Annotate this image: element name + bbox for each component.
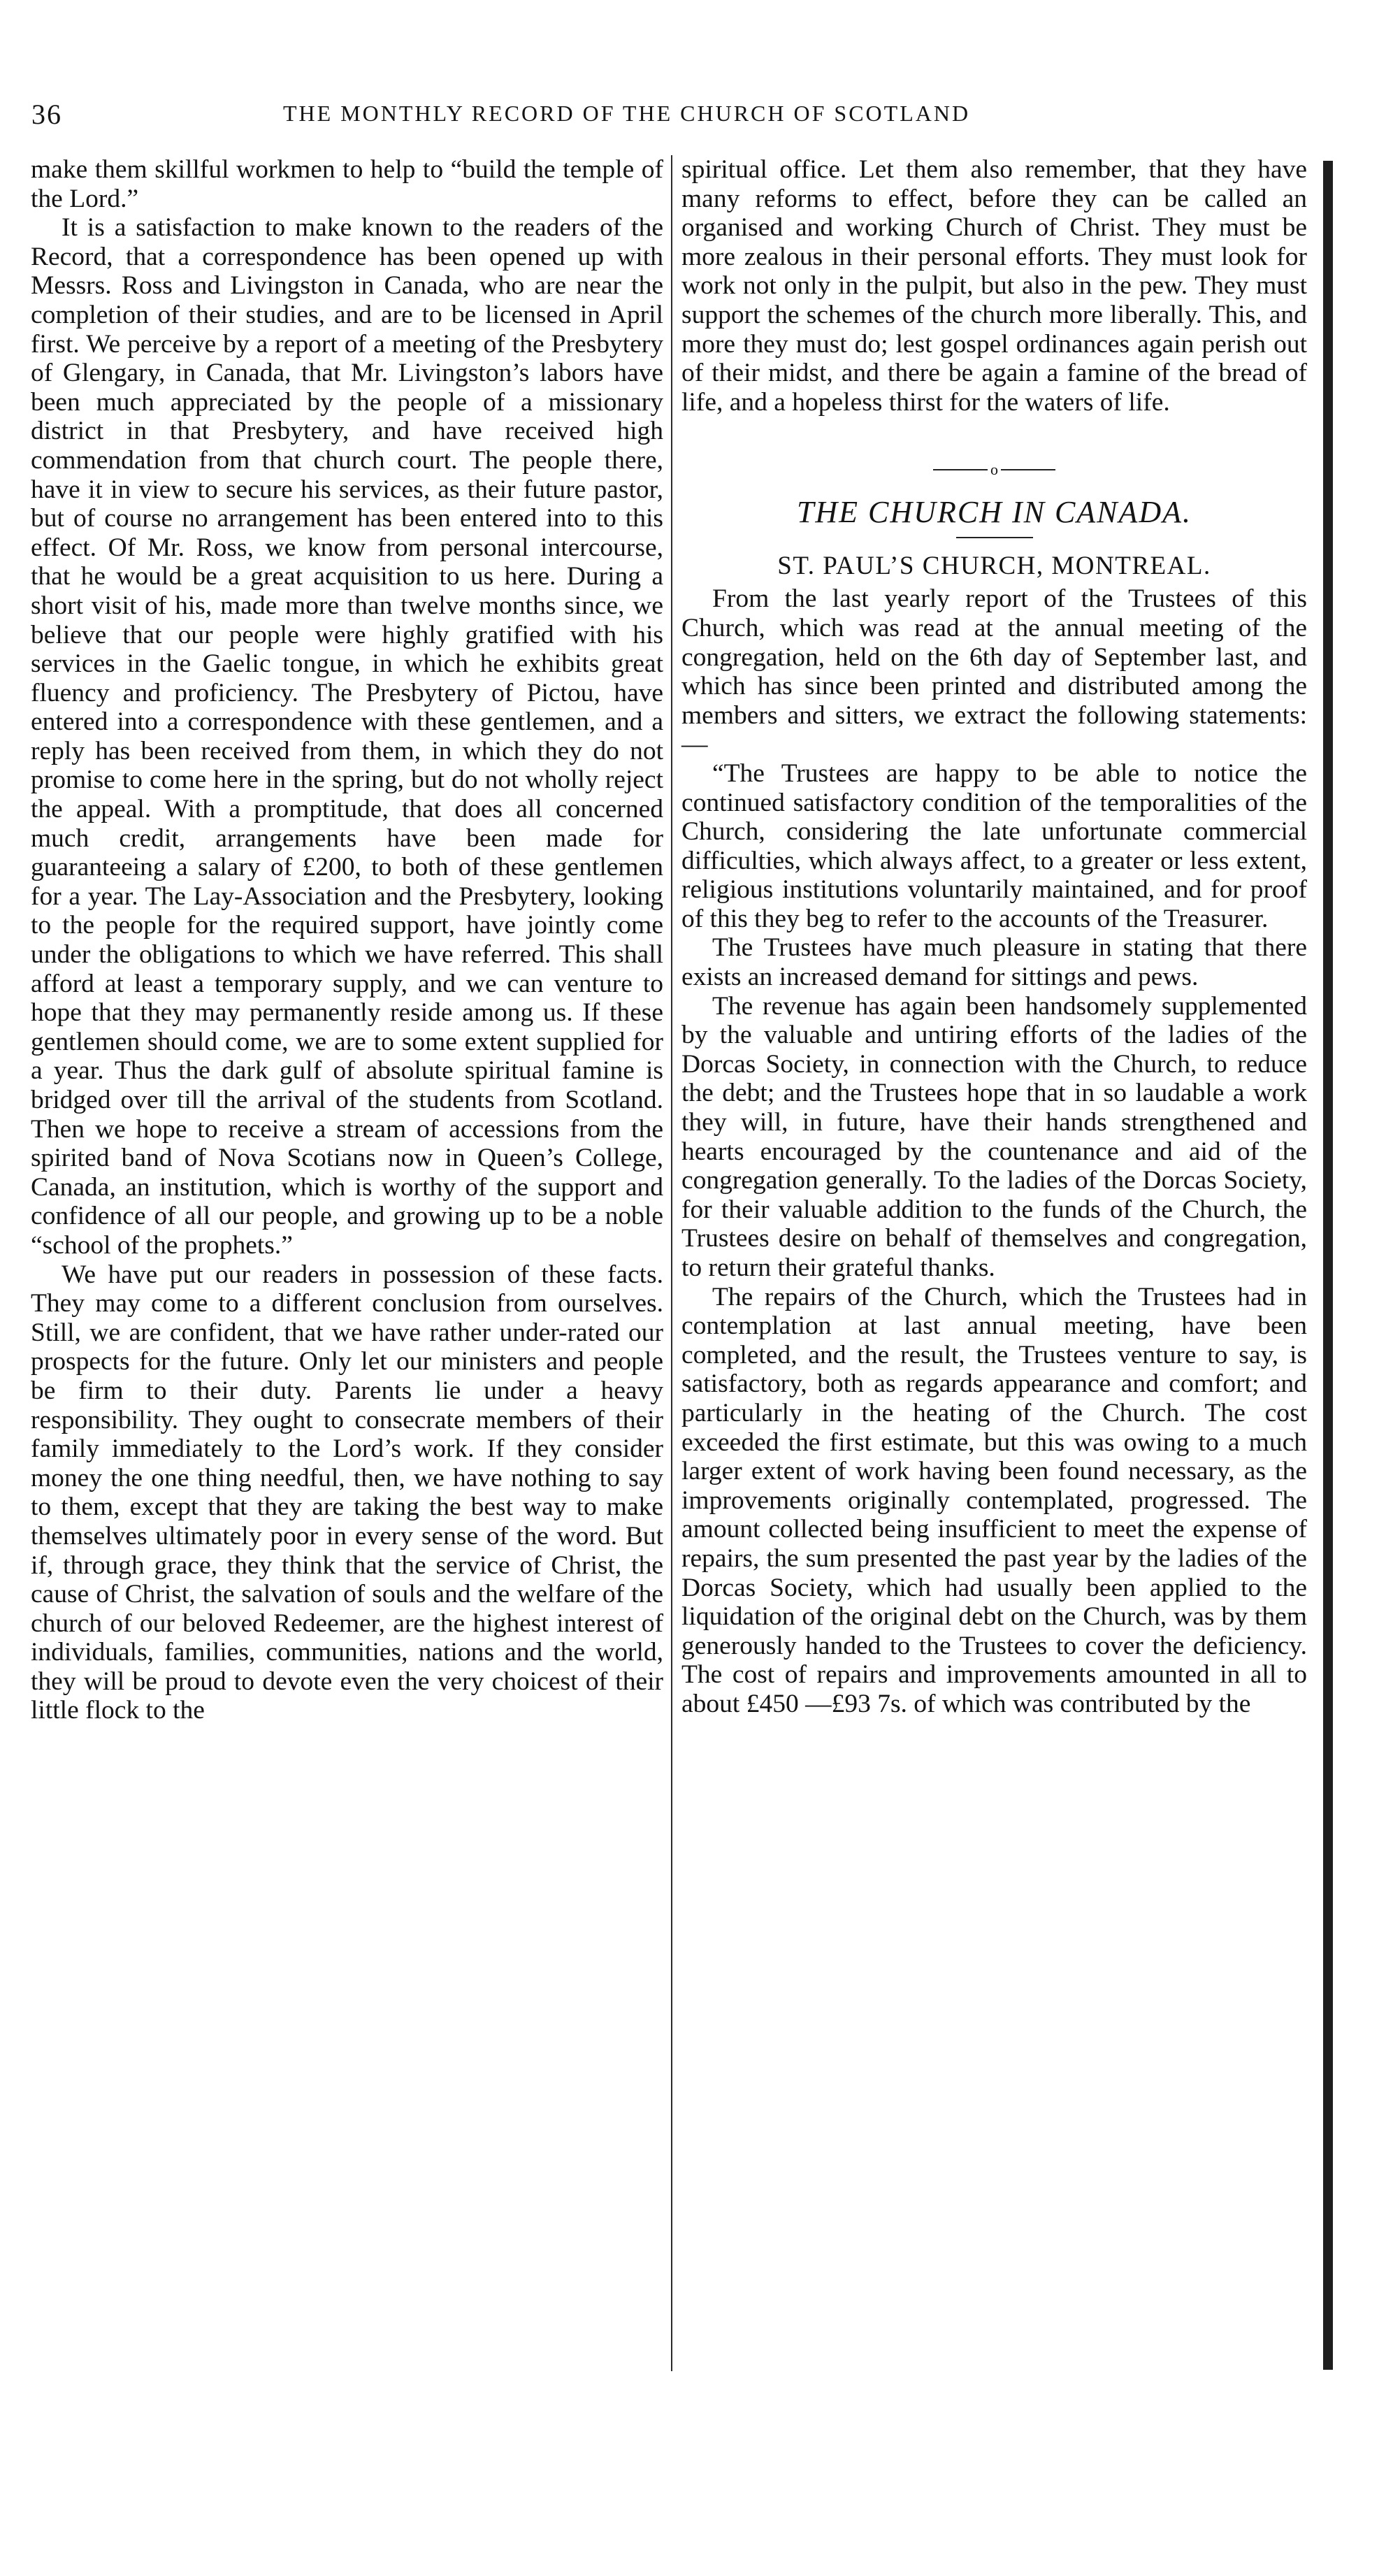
paragraph: It is a satisfaction to make known to the readers of the Record, that a correspondence has been opened up with Messrs. Ross and Livingston in Canada, who are near the completion of their studies, and are to be licensed in April first. We perceive by a report of a meeting of the Presbytery of Glengary, in Canada, that Mr. Livingston’s labors have been much appreciated by the people of a missionary district in that Presbytery, and have received high commendation from that church court. The people there, have it in view to secure his services, as their future pastor, but of course no arrangement has been entered into to this effect. Of Mr. Ross, we know from personal intercourse, that he would be a great acquisition to us here. During a short visit of his, made more than twelve months since, we believe that our people were highly gratified with his services in the Gaelic tongue, in which he exhibits great fluency and proficiency. The Presbytery of Pictou, have entered into a correspondence with these gentlemen, and a reply has been received from them, in which they do not promise to come here in the spring, but do not wholly reject the appeal. With a promptitude, that does all concerned much credit, arrangements have been made for guaranteeing a salary of £200, to both of these gentlemen for a year. The Lay-Association and the Presbytery, looking to the people for the required support, have jointly come under the obligations to which we have referred. This shall afford at least a temporary supply, and we can venture to hope that they may permanently reside among us. If these gentlemen should come, we are to some extent supplied for a year. Thus the dark gulf of absolute spiritual famine is bridged over till the arrival of the students from Scotland. Then we hope to receive a stream of accessions from the spirited band of Nova Scotians now in Queen’s College, Canada, an institution, which is worthy of the support and confidence of all our people, and growing up to be a noble “school of the prophets.”: [31, 213, 663, 1260]
page-number: 36: [31, 99, 62, 130]
ornament-line: [1001, 469, 1055, 470]
title-rule: [956, 537, 1033, 538]
left-column: [31, 155, 663, 1725]
column-divider: [671, 155, 672, 2371]
subsection-title: ST. PAUL’S CHURCH, MONTREAL.: [777, 552, 1211, 581]
paragraph: We have put our readers in possession of these facts. They may come to a different conclusion from ourselves. Still, we are confident, that we have rather under-rated our prospects for the future. Only let our ministers and people be firm to their duty. Parents lie under a heavy responsibility. They ought to consecrate members of their family immediately to the Lord’s work. If they consider money the one thing needful, then, we have nothing to say to them, except that they are taking the best way to make themselves ultimately poor in every sense of the word. But if, through grace, they think that the service of Christ, the cause of Christ, the salvation of souls and the welfare of the church of our beloved Redeemer, are the highest interest of individuals, families, communities, nations and the world, they will be proud to devote even the very choicest of their little flock to the: [31, 1260, 663, 1725]
running-title: THE MONTHLY RECORD OF THE CHURCH OF SCOTLAND: [283, 101, 971, 126]
running-header: [31, 98, 1304, 133]
paragraph: The Trustees have much pleasure in stating that there exists an increased demand for sittings and pews.: [681, 933, 1307, 992]
paragraph: “The Trustees are happy to be able to notice the continued satisfactory condition of the temporalities of the Church, considering the late unfortunate commercial difficulties, which always affect, to a greater or less extent, religious institutions voluntarily maintained, and for proof of this they beg to refer to the accounts of the Treasurer.: [681, 758, 1307, 933]
paragraph: make them skillful workmen to help to “build the temple of the Lord.”: [31, 155, 663, 213]
right-column: [681, 155, 1307, 1719]
paragraph: spiritual office. Let them also remember, that they have many reforms to effect, before they can be called an organised and working Church of Christ. They must be more zealous in their personal efforts. They must look for work not only in the pulpit, but also in the pew. They must support the schemes of the church more liberally. This, and more they must do; lest gospel ordinances again perish out of their midst, and there be again a famine of the bread of life, and a hopeless thirst for the waters of life.: [681, 155, 1307, 417]
paragraph: From the last yearly report of the Trustees of this Church, which was read at the annual meeting of the congregation, held on the 6th day of September last, and which has since been printed and distributed among the members and sitters, we extract the following statements:—: [681, 584, 1307, 759]
paragraph: The repairs of the Church, which the Trustees had in contemplation at last annual meeting, have been completed, and the result, the Trustees venture to say, is satisfactory, both as regards appearance and comfort; and particularly in the heating of the Church. The cost exceeded the first estimate, but this was owing to a much larger extent of work having been found necessary, as the improvements originally contemplated, progressed. The amount collected being insufficient to meet the expense of repairs, the sum presented the past year by the ladies of the Dorcas Society, which had usually been applied to the liquidation of the original debt on the Church, was by them generously handed to the Trustees to cover the deficiency. The cost of repairs and improvements amounted in all to about £450 —£93 7s. of which was contributed by the: [681, 1282, 1307, 1718]
scan-edge-shadow: [1323, 161, 1333, 2370]
section-title: THE CHURCH IN CANADA.: [796, 495, 1192, 530]
ornament-mark: o: [990, 460, 998, 478]
ornament-line: [933, 469, 988, 470]
paragraph: The revenue has again been handsomely supplemented by the valuable and untiring efforts of the ladies of the Dorcas Society, in connection with the Church, to reduce the debt; and the Trustees hope that in so laudable a work they will, in future, have their hands strengthened and hearts encouraged by the countenance and aid of the congregation generally. To the ladies of the Dorcas Society, for their valuable addition to the funds of the Church, the Trustees desire on behalf of themselves and congregation, to return their grateful thanks.: [681, 991, 1307, 1282]
section-ornament: [681, 453, 1307, 478]
